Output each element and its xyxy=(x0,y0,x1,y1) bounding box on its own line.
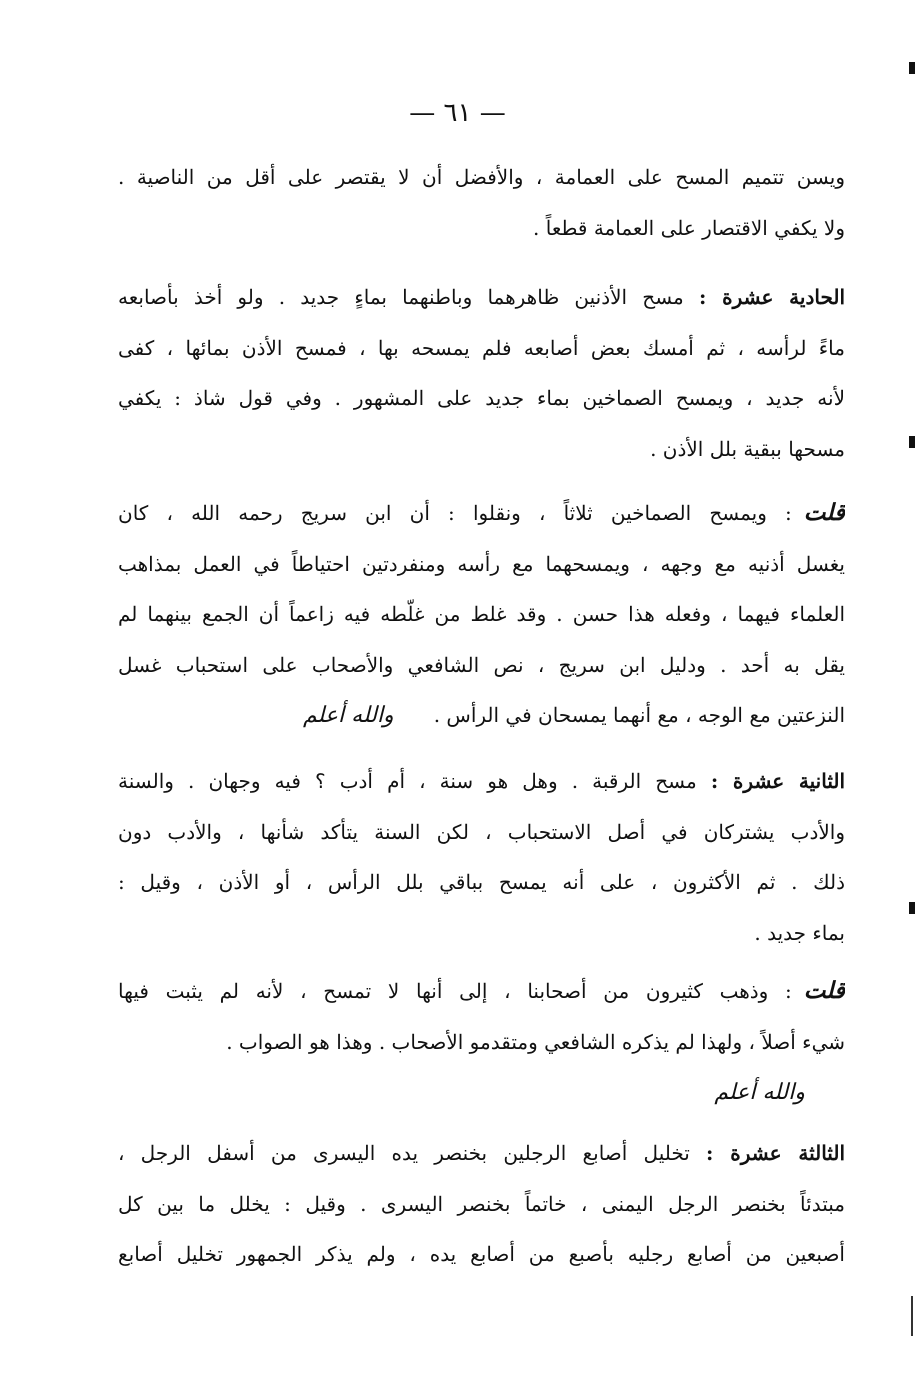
text-line-content: تخليل أصابع الرجلين بخنصر يده اليسرى من أسفل الرجل ، xyxy=(118,1141,690,1165)
text-line: والأدب يشتركان في أصل الاستحباب ، لكن السنة يتأكد شأنها ، والأدب دون xyxy=(118,819,845,844)
scan-edge-mark xyxy=(909,62,915,74)
text-line-content: : ويمسح الصماخين ثلاثاً ، ونقلوا : أن ابن سريج رحمه الله ، كان xyxy=(118,501,792,525)
text-line: ماءً لرأسه ، ثم أمسك بعض أصابعه فلم يمسحه بها ، فمسح الأذن بمائها ، كفى xyxy=(118,335,845,360)
text-line: ويسن تتميم المسح على العمامة ، والأفضل أن لا يقتصر على أقل من الناصية . xyxy=(118,165,845,189)
text-line: مبتدئاً بخنصر الرجل اليمنى ، خاتماً بخنصر اليسرى . وقيل : يخلل ما بين كل xyxy=(118,1191,845,1216)
text-line: أصبعين من أصابع رجليه بأصبع من أصابع يده ، ولم يذكر الجمهور تخليل أصابع xyxy=(118,1242,845,1266)
text-line: مسحها ببقية بلل الأذن . xyxy=(650,436,845,461)
text-line: ذلك . ثم الأكثرون ، على أنه يمسح بباقي بلل الرأس ، أو الأذن ، وقيل : xyxy=(118,870,845,894)
text-line: يقل به أحد . ودليل ابن سريج ، نص الشافعي والأصحاب على استحباب غسل xyxy=(118,652,845,677)
paragraph-3 xyxy=(118,488,845,742)
closing-phrase: والله أعلم xyxy=(303,703,394,728)
scan-edge-mark xyxy=(909,902,915,914)
paragraph-6 xyxy=(118,1128,845,1280)
text-line: يغسل أذنيه مع وجهه ، ويمسحهما مع رأسه ومنفردتين احتياطاً في العمل بمذاهب xyxy=(118,551,845,576)
text-line-content: : وذهب كثيرون من أصحابنا ، إلى أنها لا تمسح ، لأنه لم يثبت فيها xyxy=(118,979,792,1003)
paragraph-1 xyxy=(118,152,845,253)
text-line-content: مسح الأذنين ظاهرهما وباطنهما بماءٍ جديد . ولو أخذ بأصابعه xyxy=(118,285,684,309)
page-number: — ٦١ — xyxy=(409,98,506,128)
text-line xyxy=(118,966,845,1017)
scan-edge-line xyxy=(911,1296,913,1336)
text-line xyxy=(118,690,845,742)
text-line xyxy=(118,272,845,323)
section-heading: الحادية عشرة : xyxy=(698,285,845,309)
text-line: شيء أصلاً ، ولهذا لم يذكره الشافعي ومتقدمو الأصحاب . وهذا هو الصواب . xyxy=(226,1029,845,1054)
paragraph-4 xyxy=(118,756,845,958)
text-line: ولا يكفي الاقتصار على العمامة قطعاً . xyxy=(533,215,845,240)
closing-phrase: والله أعلم xyxy=(714,1080,805,1105)
closing-line xyxy=(118,1067,845,1119)
qult-label: قلت xyxy=(803,499,845,526)
scan-edge-mark xyxy=(909,436,915,448)
text-line: لأنه جديد ، ويمسح الصماخين بماء جديد على المشهور . وفي قول شاذ : يكفي xyxy=(118,386,845,410)
text-line xyxy=(118,1128,845,1179)
text-line-content: النزعتين مع الوجه ، مع أنهما يمسحان في الرأس . xyxy=(433,703,845,727)
text-line: بماء جديد . xyxy=(754,920,845,945)
paragraph-5 xyxy=(118,966,845,1119)
qult-label: قلت xyxy=(803,977,845,1004)
text-line-content: مسح الرقبة . وهل هو سنة ، أم أدب ؟ فيه وجهان . والسنة xyxy=(118,769,697,793)
section-heading: الثانية عشرة : xyxy=(710,769,845,793)
section-heading: الثالثة عشرة : xyxy=(706,1141,845,1165)
text-line xyxy=(118,488,845,539)
text-line xyxy=(118,756,845,807)
text-line: العلماء فيهما ، وفعله هذا حسن . وقد غلط من غلّطه فيه زاعماً أن الجمع بينهما لم xyxy=(118,602,845,626)
paragraph-2 xyxy=(118,272,845,474)
